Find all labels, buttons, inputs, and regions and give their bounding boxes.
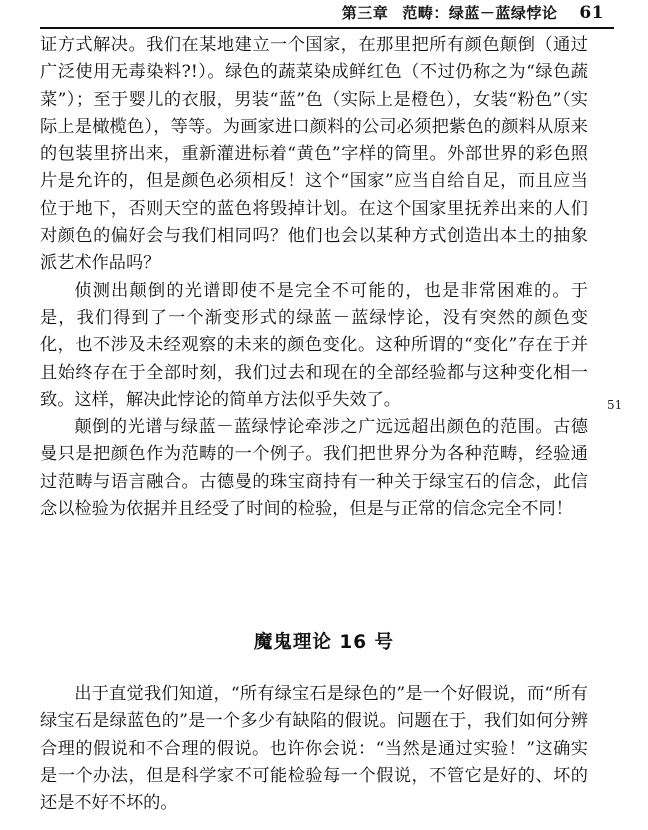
header-rule (40, 27, 614, 29)
header-title: 范畴：绿蓝－蓝绿悖论 (402, 4, 558, 22)
header-chapter: 第三章 (341, 4, 389, 22)
section-heading: 魔鬼理论 16 号 (253, 632, 395, 653)
section-paragraph: 出于直觉我们知道，“所有绿宝石是绿色的”是一个好假说，而“所有绿宝石是绿蓝色的”是一个多少有缺陷的假说。问题在于，我们如何分辨合理的假说和不合理的假说。也许你会说：“当然是通过实验！”这确实是一个办法，但是科学家不可能检验每一个假说，不管它是好的、坏的还是不好不坏的。 (40, 684, 588, 814)
paragraph-1: 证方式解决。我们在某地建立一个国家，在那里把所有颜色颠倒（通过广泛使用无毒染料?!）。绿色的蔬菜染成鲜红色（不过仍称之为“绿色蔬菜”）；至于婴儿的衣服，男装“蓝”色（实际上是橙色），女装“粉色”（实际上是橄榄色），等等。为画家进口颜料的公司必须把紫色的颜料从原来的包装里挤出来，重新灌进标着“黄色”字样的筒里。外部世界的彩色照片是允许的，但是颜色必须相反！这个“国家”应当自给自足，而且应当位于地下，否则天空的蓝色将毁掉计划。在这个国家里抚养出来的人们对颜色的偏好会与我们相同吗？他们也会以某种方式创造出本土的抽象派艺术作品吗？ (40, 35, 588, 274)
margin-page-reference: 51 (607, 398, 623, 412)
main-text (40, 32, 588, 523)
section-text (40, 681, 588, 817)
running-header (342, 2, 604, 26)
paragraph-2: 侦测出颠倒的光谱即使不是完全不可能的，也是非常困难的。于是，我们得到了一个渐变形式的绿蓝－蓝绿悖论，没有突然的颜色变化，也不涉及未经观察的未来的颜色变化。这种所谓的“变化”存在于并且始终存在于全部时刻，我们过去和现在的全部经验都与这种变化相一致。这样，解决此悖论的简单方法似乎失效了。 (40, 280, 588, 410)
paragraph-3: 颠倒的光谱与绿蓝－蓝绿悖论牵涉之广远远超出颜色的范围。古德曼只是把颜色作为范畴的一个例子。我们把世界分为各种范畴，经验通过范畴与语言融合。古德曼的珠宝商持有一种关于绿宝石的信念，此信念以检验为依据并且经受了时间的检验，但是与正常的信念完全不同！ (40, 417, 588, 520)
page-number: 61 (579, 3, 604, 23)
